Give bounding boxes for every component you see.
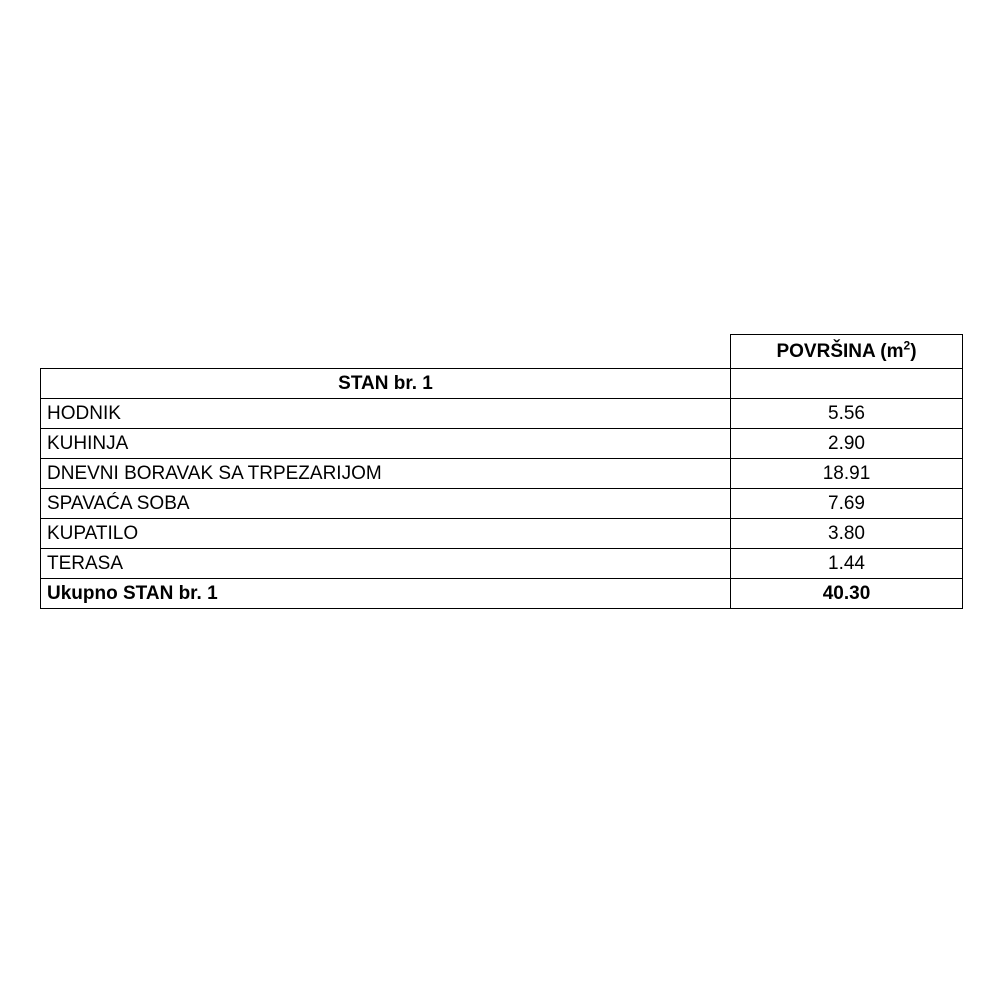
header-row bbox=[41, 335, 963, 369]
room-name: TERASA bbox=[41, 549, 731, 579]
area-table bbox=[40, 334, 963, 609]
table-row bbox=[41, 399, 963, 429]
area-column-header-label: POVRŠINA (m bbox=[776, 341, 904, 362]
area-table-container bbox=[40, 334, 962, 609]
total-label: Ukupno STAN br. 1 bbox=[41, 579, 731, 609]
room-area: 2.90 bbox=[731, 429, 963, 459]
room-area: 3.80 bbox=[731, 519, 963, 549]
table-row bbox=[41, 489, 963, 519]
room-name: DNEVNI BORAVAK SA TRPEZARIJOM bbox=[41, 459, 731, 489]
area-column-header-end: ) bbox=[910, 341, 917, 362]
room-area: 7.69 bbox=[731, 489, 963, 519]
area-column-header-sup: 2 bbox=[903, 338, 911, 353]
room-area: 1.44 bbox=[731, 549, 963, 579]
room-name: KUPATILO bbox=[41, 519, 731, 549]
total-row bbox=[41, 579, 963, 609]
room-name: HODNIK bbox=[41, 399, 731, 429]
room-name: SPAVAĆA SOBA bbox=[41, 489, 731, 519]
section-title: STAN br. 1 bbox=[41, 369, 731, 399]
area-column-header bbox=[731, 335, 963, 369]
table-row bbox=[41, 549, 963, 579]
room-area: 5.56 bbox=[731, 399, 963, 429]
section-title-row bbox=[41, 369, 963, 399]
table-row bbox=[41, 519, 963, 549]
room-area: 18.91 bbox=[731, 459, 963, 489]
section-title-value-cell bbox=[731, 369, 963, 399]
header-empty-cell bbox=[41, 335, 731, 369]
room-name: KUHINJA bbox=[41, 429, 731, 459]
table-row bbox=[41, 429, 963, 459]
table-row bbox=[41, 459, 963, 489]
total-value: 40.30 bbox=[731, 579, 963, 609]
